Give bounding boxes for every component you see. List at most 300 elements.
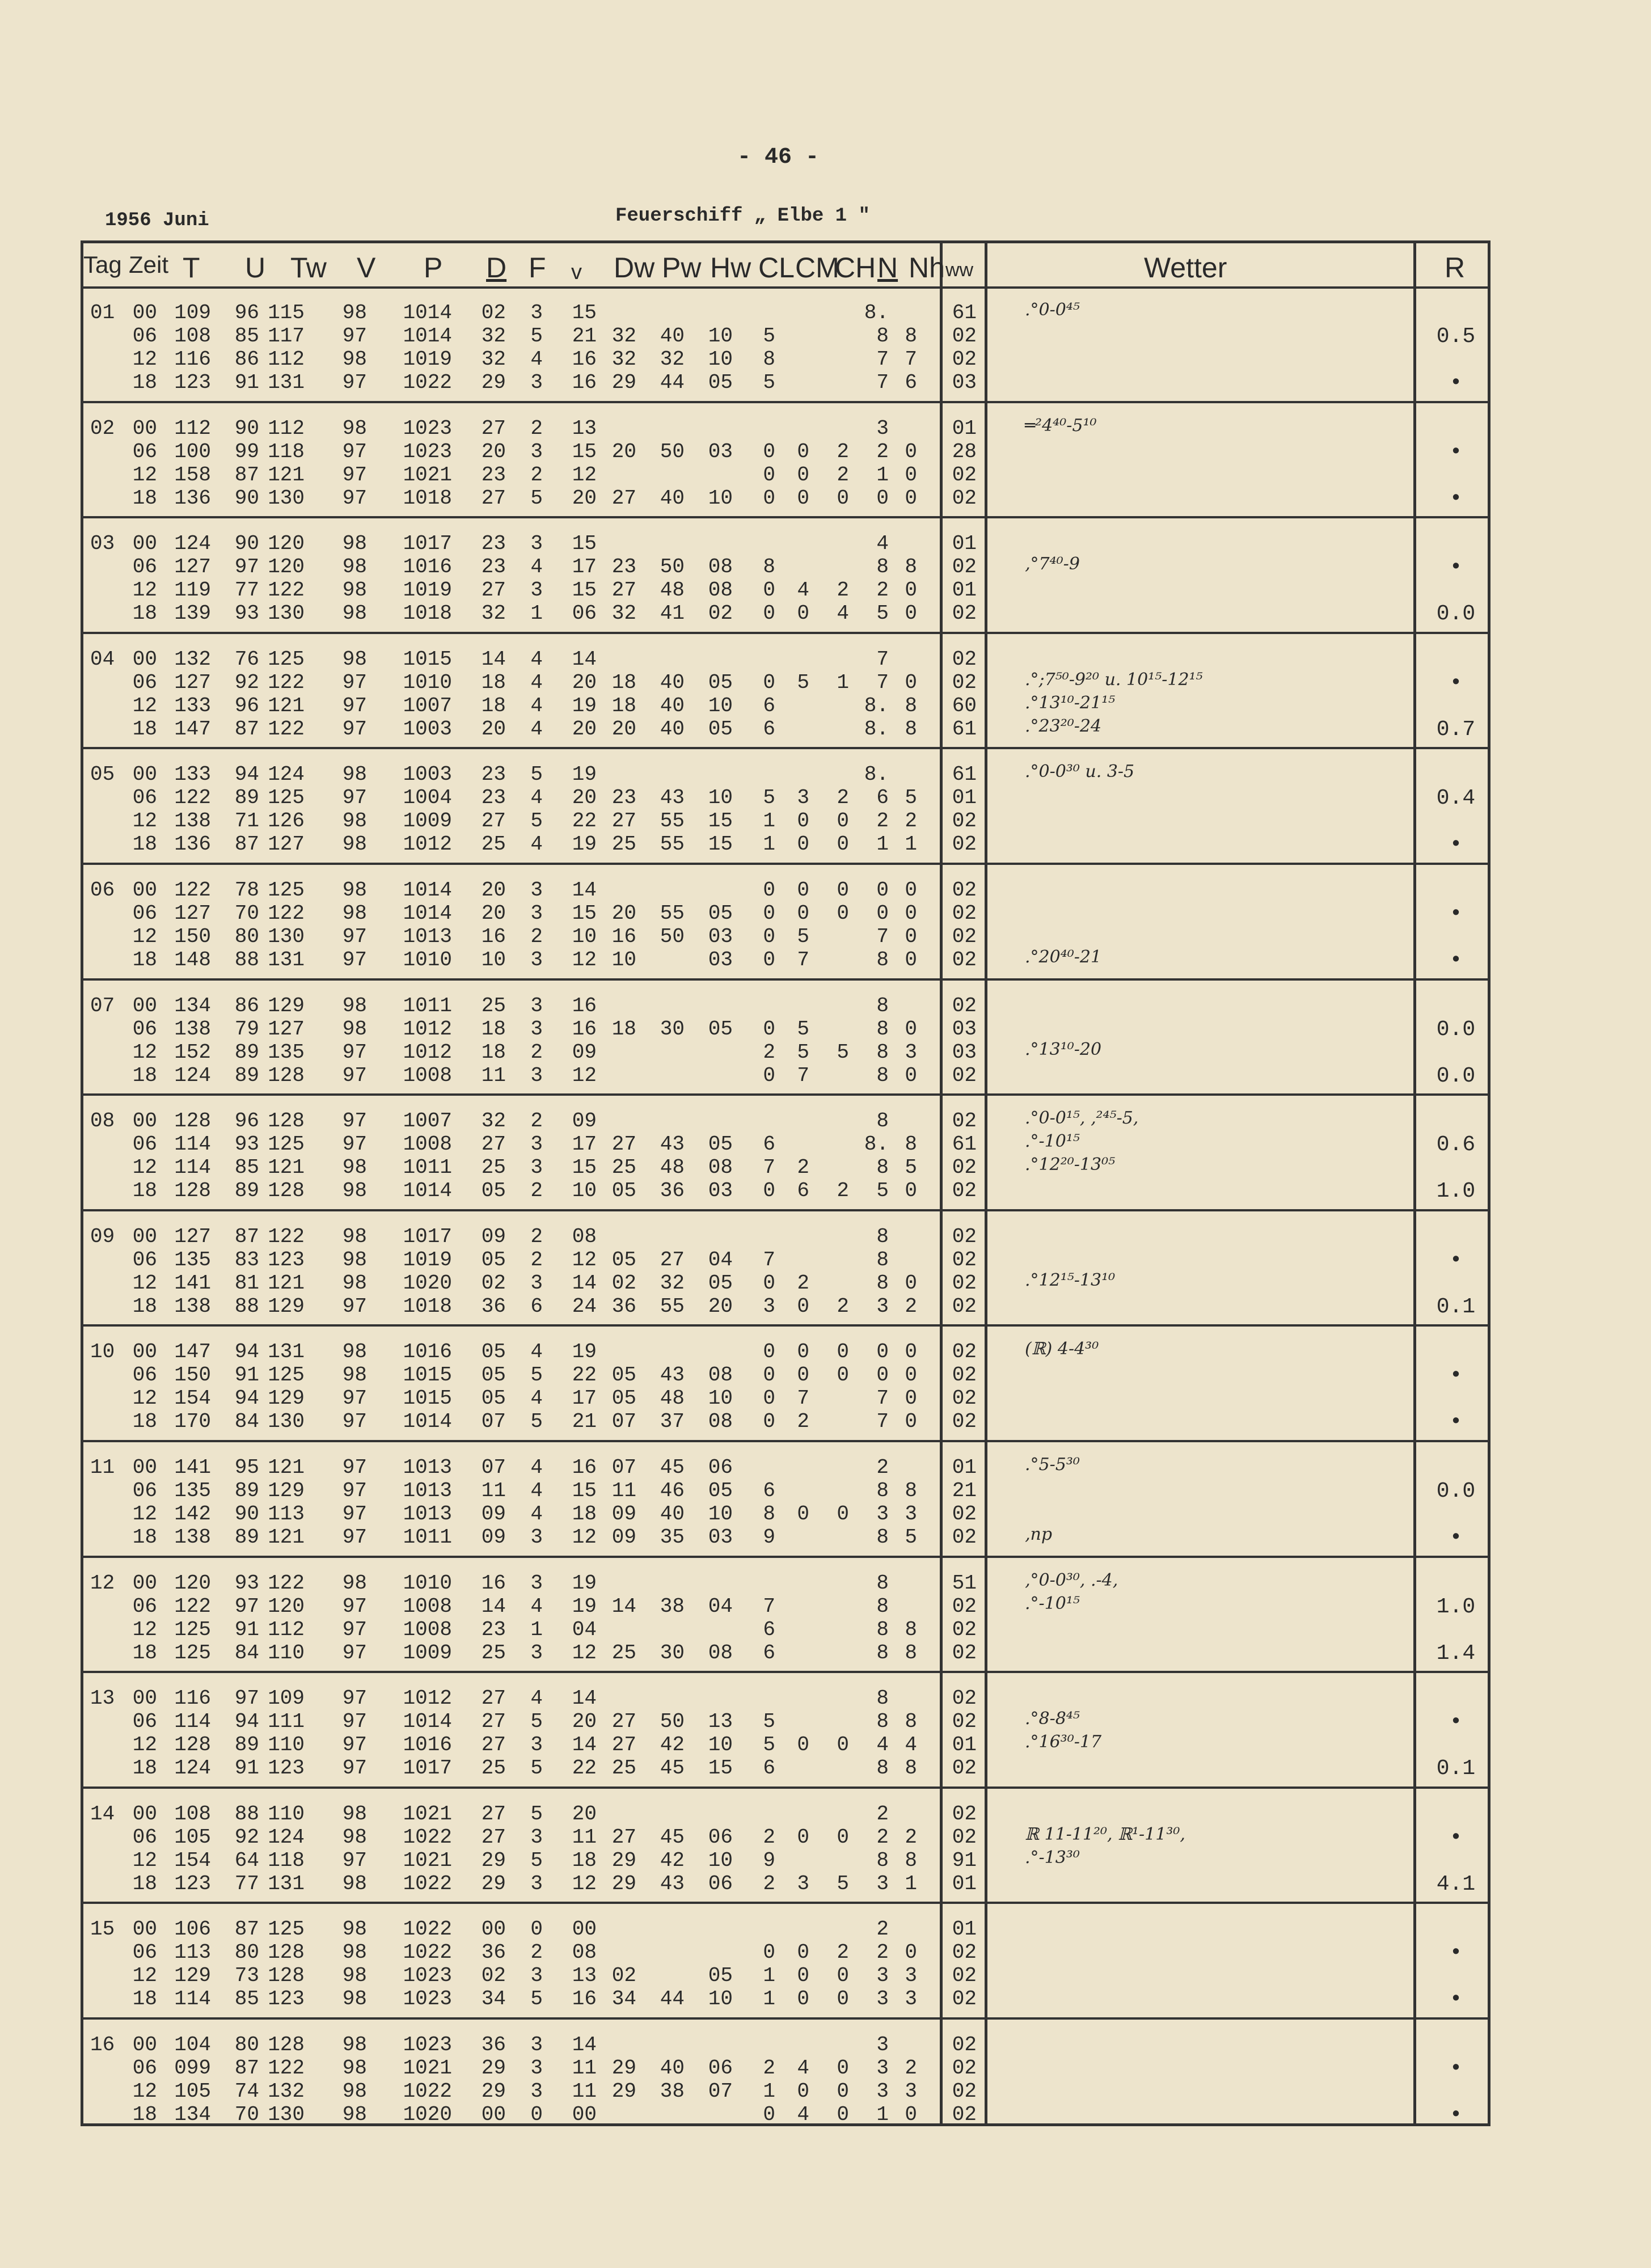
table-cell: 23	[611, 786, 636, 810]
table-row	[83, 763, 991, 785]
table-cell: 97	[342, 948, 367, 972]
table-cell: 129	[268, 1479, 305, 1502]
day-separator	[83, 401, 1488, 403]
table-cell: 122	[268, 1571, 305, 1595]
table-cell: 5	[905, 786, 917, 810]
table-cell: 23	[611, 555, 636, 579]
table-cell: 113	[268, 1502, 305, 1526]
table-cell: 18	[132, 948, 157, 972]
table-cell: 40	[660, 717, 685, 741]
table-cell: 48	[660, 1156, 685, 1180]
table-cell: 0	[905, 1941, 917, 1965]
table-cell: 06	[708, 1825, 733, 1849]
table-cell: 14	[481, 1594, 506, 1618]
table-cell: 109	[268, 1687, 305, 1710]
table-cell: 02	[952, 1802, 977, 1826]
table-row	[83, 578, 991, 601]
table-cell: 1022	[403, 1825, 452, 1849]
table-cell: 4	[530, 647, 543, 671]
table-cell: 96	[234, 301, 259, 324]
table-cell: 8	[905, 1710, 917, 1734]
table-cell: 2	[530, 1941, 543, 1965]
table-cell: 122	[268, 1224, 305, 1248]
table-cell: 89	[234, 1179, 259, 1203]
table-cell: 4	[530, 833, 543, 856]
table-cell: 8.	[864, 301, 889, 324]
table-cell: 97	[234, 1594, 259, 1618]
table-cell: 01	[952, 416, 977, 440]
table-cell: 8	[876, 1571, 889, 1595]
table-row	[83, 809, 991, 832]
table-cell: 60	[952, 694, 977, 717]
table-cell: 85	[234, 324, 259, 348]
table-cell: 91	[234, 1363, 259, 1387]
table-cell: 42	[660, 1848, 685, 1872]
table-cell: 5	[763, 1710, 775, 1734]
table-cell: 8	[905, 717, 917, 741]
table-cell: 02	[952, 2033, 977, 2056]
table-cell: 114	[174, 1987, 211, 2011]
table-cell: 89	[234, 1063, 259, 1087]
table-row	[83, 1363, 991, 1386]
table-cell: 6	[763, 694, 775, 717]
table-cell: 12	[572, 1641, 597, 1665]
table-cell: 55	[660, 1294, 685, 1318]
table-cell: 32	[481, 348, 506, 371]
table-cell: 0	[797, 1294, 809, 1318]
table-cell: 5	[530, 1710, 543, 1734]
table-cell: 09	[572, 1109, 597, 1133]
table-cell: 18	[132, 486, 157, 510]
table-cell: 97	[342, 1040, 367, 1064]
table-cell: 1011	[403, 994, 452, 1017]
table-cell: 0	[905, 879, 917, 902]
day-label: 13	[90, 1687, 115, 1710]
table-cell: 1014	[403, 902, 452, 925]
table-cell: 5	[530, 486, 543, 510]
table-cell: 1014	[403, 1710, 452, 1734]
col-wetter: Wetter	[1144, 252, 1227, 284]
table-cell: 17	[572, 1133, 597, 1156]
table-cell: 00	[132, 416, 157, 440]
table-cell: 01	[952, 1733, 977, 1757]
table-cell: 0	[837, 1987, 849, 2011]
table-cell: 98	[342, 1825, 367, 1849]
table-cell: 1022	[403, 371, 452, 394]
table-cell: 4	[530, 348, 543, 371]
table-cell: 87	[234, 463, 259, 487]
table-cell: 0	[763, 1271, 775, 1295]
table-cell: 99	[234, 440, 259, 463]
table-cell: 61	[952, 1133, 977, 1156]
table-cell: 141	[174, 1271, 211, 1295]
table-cell: 04	[708, 1248, 733, 1272]
table-cell: 93	[234, 1133, 259, 1156]
table-cell: 25	[611, 1156, 636, 1180]
table-row	[83, 1756, 991, 1779]
table-cell: 8	[876, 1848, 889, 1872]
table-cell: 128	[268, 1941, 305, 1965]
table-cell: 00	[132, 1571, 157, 1595]
table-cell: 3	[876, 2056, 889, 2080]
table-cell: 02	[708, 602, 733, 626]
table-cell: 0	[876, 1363, 889, 1387]
col-p: P	[424, 252, 443, 284]
table-cell: 5	[530, 324, 543, 348]
table-cell: 1	[763, 1987, 775, 2011]
table-cell: 130	[268, 2103, 305, 2126]
table-cell: 154	[174, 1848, 211, 1872]
table-cell: 02	[952, 1248, 977, 1272]
table-cell: 20	[572, 1710, 597, 1734]
table-cell: 2	[797, 1156, 809, 1180]
table-cell: 32	[481, 602, 506, 626]
table-cell: 02	[952, 1363, 977, 1387]
table-cell: 02	[952, 647, 977, 671]
table-cell: 96	[234, 694, 259, 717]
table-cell: 95	[234, 1456, 259, 1479]
table-cell: 4	[530, 670, 543, 694]
table-cell: 5	[797, 1017, 809, 1041]
table-cell: 0	[837, 1502, 849, 1526]
table-row	[83, 1387, 991, 1409]
col-hw: Hw	[710, 252, 751, 284]
table-cell: 3	[876, 1872, 889, 1895]
table-cell: 129	[268, 994, 305, 1017]
table-cell: 98	[342, 1224, 367, 1248]
table-cell: 12	[132, 1271, 157, 1295]
table-cell: 12	[132, 1387, 157, 1410]
table-cell: 94	[234, 1710, 259, 1734]
table-cell: 142	[174, 1502, 211, 1526]
table-cell: 43	[660, 1133, 685, 1156]
table-cell: 50	[660, 440, 685, 463]
table-cell: 20	[572, 1802, 597, 1826]
wetter-note: .°13¹⁰-21¹⁵	[1025, 692, 1116, 713]
table-cell: 18	[481, 670, 506, 694]
table-cell: 4	[530, 786, 543, 810]
table-cell: 147	[174, 717, 211, 741]
table-cell: 2	[837, 463, 849, 487]
table-cell: 02	[952, 555, 977, 579]
table-row	[83, 1225, 991, 1248]
table-cell: 27	[481, 1710, 506, 1734]
table-cell: 97	[342, 1733, 367, 1757]
table-cell: 71	[234, 809, 259, 833]
table-cell: 6	[763, 1133, 775, 1156]
table-cell: 34	[481, 1987, 506, 2011]
table-cell: 3	[530, 879, 543, 902]
table-cell: 7	[763, 1594, 775, 1618]
table-cell: 02	[952, 1224, 977, 1248]
table-cell: 90	[234, 1502, 259, 1526]
table-cell: 88	[234, 1294, 259, 1318]
r-value: •	[1449, 1526, 1463, 1550]
table-cell: 98	[342, 1941, 367, 1965]
table-cell: 122	[268, 670, 305, 694]
table-row	[83, 1964, 991, 1987]
table-cell: 16	[572, 1017, 597, 1041]
table-cell: 36	[660, 1179, 685, 1203]
table-cell: 148	[174, 948, 211, 972]
table-row	[83, 487, 991, 509]
table-cell: 98	[342, 2080, 367, 2103]
table-cell: 05	[481, 1179, 506, 1203]
table-cell: 00	[481, 1918, 506, 1941]
table-cell: 8	[876, 1248, 889, 1272]
table-cell: 18	[132, 1294, 157, 1318]
table-cell: 5	[530, 1987, 543, 2011]
table-cell: 8	[876, 1271, 889, 1295]
table-cell: 3	[530, 1156, 543, 1180]
table-cell: 8	[905, 694, 917, 717]
table-cell: 7	[763, 1248, 775, 1272]
table-row	[83, 717, 991, 740]
table-cell: 27	[481, 1825, 506, 1849]
table-cell: 124	[174, 1063, 211, 1087]
table-cell: 02	[952, 1641, 977, 1665]
table-cell: 0	[905, 2103, 917, 2126]
table-cell: 119	[174, 578, 211, 602]
table-cell: 12	[572, 1248, 597, 1272]
table-cell: 30	[660, 1017, 685, 1041]
table-cell: 3	[530, 1964, 543, 1988]
table-cell: 2	[876, 440, 889, 463]
table-cell: 3	[530, 994, 543, 1017]
table-cell: 0	[763, 1941, 775, 1965]
col-f: F	[529, 252, 546, 284]
table-cell: 97	[342, 925, 367, 948]
table-row	[83, 555, 991, 578]
table-cell: 134	[174, 2103, 211, 2126]
table-cell: 00	[132, 1918, 157, 1941]
table-cell: 1014	[403, 324, 452, 348]
table-row	[83, 786, 991, 809]
table-cell: 4	[530, 1594, 543, 1618]
table-cell: 129	[174, 1964, 211, 1988]
table-cell: 27	[481, 1802, 506, 1826]
table-cell: 02	[952, 1526, 977, 1549]
table-cell: 1017	[403, 1756, 452, 1780]
table-cell: 134	[174, 994, 211, 1017]
table-cell: 8	[905, 555, 917, 579]
table-cell: 07	[708, 2080, 733, 2103]
table-cell: 18	[132, 1410, 157, 1434]
table-cell: 128	[268, 1109, 305, 1133]
table-cell: 12	[132, 1040, 157, 1064]
table-cell: 6	[876, 786, 889, 810]
table-row	[83, 1456, 991, 1479]
table-cell: 02	[952, 1156, 977, 1180]
day-label: 01	[90, 301, 115, 324]
table-cell: 27	[481, 578, 506, 602]
table-cell: 6	[763, 1641, 775, 1665]
table-cell: 97	[342, 1756, 367, 1780]
table-cell: 97	[342, 463, 367, 487]
table-cell: 128	[268, 2033, 305, 2056]
table-cell: 0	[905, 1179, 917, 1203]
table-cell: 0	[797, 1825, 809, 1849]
table-cell: 07	[481, 1456, 506, 1479]
table-cell: 1020	[403, 2103, 452, 2126]
table-cell: 0	[763, 948, 775, 972]
table-cell: 8	[876, 1526, 889, 1549]
table-cell: 123	[174, 1872, 211, 1895]
table-cell: 0	[763, 440, 775, 463]
table-cell: 12	[572, 948, 597, 972]
table-cell: 97	[342, 1526, 367, 1549]
table-cell: 02	[952, 1987, 977, 2011]
table-cell: 11	[481, 1479, 506, 1502]
table-cell: 6	[797, 1179, 809, 1203]
table-cell: 4	[797, 578, 809, 602]
table-cell: 97	[342, 371, 367, 394]
table-cell: 124	[174, 1756, 211, 1780]
table-cell: 20	[481, 440, 506, 463]
table-cell: 105	[174, 1825, 211, 1849]
table-cell: 138	[174, 809, 211, 833]
table-cell: 15	[708, 1756, 733, 1780]
table-cell: 08	[708, 578, 733, 602]
table-cell: 03	[708, 1179, 733, 1203]
table-cell: 98	[342, 1987, 367, 2011]
r-value: •	[1449, 833, 1463, 858]
table-cell: 38	[660, 2080, 685, 2103]
table-cell: 12	[572, 1526, 597, 1549]
table-cell: 98	[342, 1872, 367, 1895]
table-cell: 2	[905, 2056, 917, 2080]
table-cell: 1	[905, 1872, 917, 1895]
table-cell: 87	[234, 833, 259, 856]
wetter-note: .°5-5³⁰	[1025, 1455, 1080, 1475]
table-cell: 19	[572, 1594, 597, 1618]
table-cell: 5	[530, 763, 543, 787]
wetter-note: (ℝ) 4-4³⁰	[1025, 1339, 1099, 1359]
table-cell: 111	[268, 1710, 305, 1734]
table-cell: 3	[530, 1825, 543, 1849]
day-separator	[83, 632, 1488, 634]
table-cell: 09	[611, 1526, 636, 1549]
table-cell: 5	[837, 1872, 849, 1895]
table-cell: 97	[342, 1479, 367, 1502]
table-cell: 126	[268, 809, 305, 833]
table-cell: 20	[572, 786, 597, 810]
table-row	[83, 1017, 991, 1040]
table-cell: 32	[660, 1271, 685, 1295]
day-separator	[83, 747, 1488, 749]
table-cell: 25	[481, 1156, 506, 1180]
table-cell: 16	[572, 1987, 597, 2011]
table-cell: 1014	[403, 301, 452, 324]
table-cell: 123	[268, 1987, 305, 2011]
table-cell: 0	[797, 463, 809, 487]
table-cell: 10	[611, 948, 636, 972]
table-cell: 08	[708, 1363, 733, 1387]
table-cell: 06	[708, 1456, 733, 1479]
table-cell: 06	[132, 555, 157, 579]
table-cell: 01	[952, 578, 977, 602]
table-cell: 14	[572, 2033, 597, 2056]
table-row	[83, 1133, 991, 1155]
table-cell: 23	[481, 532, 506, 556]
table-cell: 08	[708, 1410, 733, 1434]
table-cell: 07	[481, 1410, 506, 1434]
table-cell: 7	[797, 1387, 809, 1410]
day-separator	[83, 516, 1488, 518]
table-row	[83, 324, 991, 347]
table-cell: 120	[268, 1594, 305, 1618]
table-cell: 4	[530, 1502, 543, 1526]
table-cell: 98	[342, 348, 367, 371]
table-cell: 131	[268, 1340, 305, 1364]
table-cell: 1023	[403, 440, 452, 463]
table-cell: 112	[268, 348, 305, 371]
r-value: 1.0	[1436, 1179, 1476, 1204]
table-cell: 70	[234, 902, 259, 925]
r-value: •	[1449, 1941, 1463, 1966]
table-cell: 130	[268, 925, 305, 948]
table-cell: 114	[174, 1133, 211, 1156]
r-value: •	[1449, 555, 1463, 580]
day-separator	[83, 1440, 1488, 1442]
table-cell: 23	[481, 555, 506, 579]
day-label: 12	[90, 1571, 115, 1595]
table-cell: 14	[572, 1733, 597, 1757]
table-cell: 2	[876, 809, 889, 833]
table-cell: 50	[660, 925, 685, 948]
table-cell: 18	[132, 1179, 157, 1203]
table-cell: 29	[611, 2056, 636, 2080]
table-cell: 1011	[403, 1526, 452, 1549]
table-cell: 84	[234, 1410, 259, 1434]
table-cell: 18	[132, 833, 157, 856]
r-value: 0.0	[1436, 1017, 1476, 1042]
table-cell: 93	[234, 602, 259, 626]
weather-table	[81, 240, 1490, 2126]
table-cell: 28	[952, 440, 977, 463]
table-cell: 10	[708, 1848, 733, 1872]
table-cell: 129	[268, 1294, 305, 1318]
table-cell: 135	[174, 1479, 211, 1502]
table-cell: 05	[481, 1340, 506, 1364]
table-cell: 97	[342, 1848, 367, 1872]
table-cell: 0	[905, 925, 917, 948]
table-cell: 18	[132, 1756, 157, 1780]
table-cell: 29	[611, 371, 636, 394]
table-cell: 90	[234, 486, 259, 510]
table-cell: 3	[797, 1872, 809, 1895]
table-cell: 12	[572, 1872, 597, 1895]
table-cell: 05	[708, 1271, 733, 1295]
table-cell: 8	[876, 948, 889, 972]
table-cell: 3	[905, 1502, 917, 1526]
table-cell: 12	[132, 1617, 157, 1641]
table-cell: 0	[530, 2103, 543, 2126]
table-cell: 1010	[403, 948, 452, 972]
table-cell: 12	[132, 578, 157, 602]
table-cell: 08	[572, 1941, 597, 1965]
table-cell: 127	[174, 670, 211, 694]
table-cell: 0	[837, 833, 849, 856]
table-cell: 02	[952, 1594, 977, 1618]
table-cell: 1013	[403, 1479, 452, 1502]
table-cell: 18	[611, 694, 636, 717]
table-cell: 10	[708, 1502, 733, 1526]
table-cell: 97	[342, 694, 367, 717]
table-cell: 29	[481, 371, 506, 394]
table-cell: 120	[268, 532, 305, 556]
table-cell: 06	[132, 1479, 157, 1502]
